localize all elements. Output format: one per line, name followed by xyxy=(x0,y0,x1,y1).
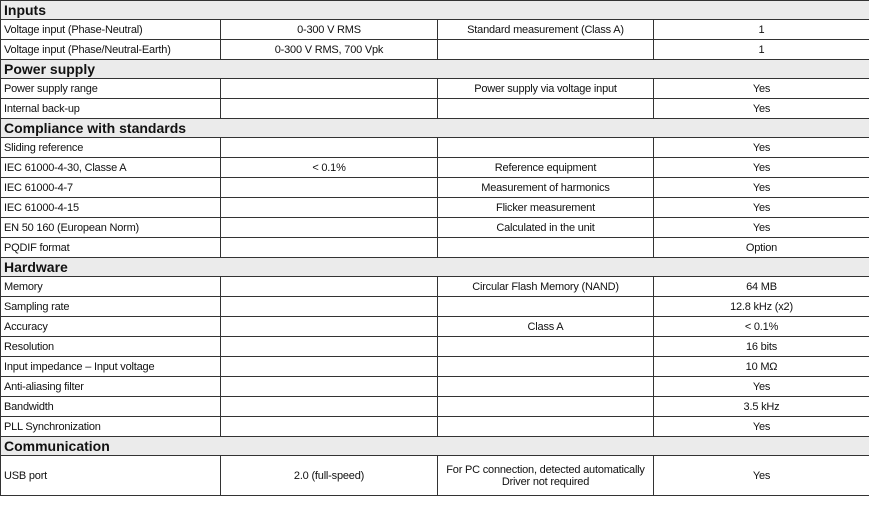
row-result: 64 MB xyxy=(654,277,869,297)
row-label: EN 50 160 (European Norm) xyxy=(1,218,221,238)
row-label: Anti-aliasing filter xyxy=(1,377,221,397)
row-note xyxy=(438,138,654,158)
row-result: 12.8 kHz (x2) xyxy=(654,297,869,317)
row-note xyxy=(438,337,654,357)
row-label: Sliding reference xyxy=(1,138,221,158)
row-value xyxy=(221,317,438,337)
table-row xyxy=(1,277,869,297)
table-row xyxy=(1,417,869,437)
row-label: IEC 61000-4-30, Classe A xyxy=(1,158,221,178)
table-row xyxy=(1,238,869,258)
table-row xyxy=(1,377,869,397)
section-header xyxy=(1,437,869,456)
section-title: Hardware xyxy=(1,258,869,277)
row-label: PQDIF format xyxy=(1,238,221,258)
row-result: Yes xyxy=(654,417,869,437)
row-value xyxy=(221,397,438,417)
row-value xyxy=(221,277,438,297)
table-row xyxy=(1,178,869,198)
row-result: 16 bits xyxy=(654,337,869,357)
section-title: Communication xyxy=(1,437,869,456)
row-note: Standard measurement (Class A) xyxy=(438,20,654,40)
row-result: Yes xyxy=(654,218,869,238)
row-result: Yes xyxy=(654,158,869,178)
section-header xyxy=(1,1,869,20)
row-note: Circular Flash Memory (NAND) xyxy=(438,277,654,297)
table-row xyxy=(1,456,869,496)
row-value xyxy=(221,377,438,397)
row-value xyxy=(221,297,438,317)
row-note xyxy=(438,238,654,258)
row-note xyxy=(438,40,654,60)
row-result: Yes xyxy=(654,138,869,158)
row-label: Bandwidth xyxy=(1,397,221,417)
row-result: Yes xyxy=(654,198,869,218)
row-note: Measurement of harmonics xyxy=(438,178,654,198)
row-value: 2.0 (full-speed) xyxy=(221,456,438,496)
row-note xyxy=(438,456,654,496)
row-note xyxy=(438,357,654,377)
row-result: Yes xyxy=(654,456,869,496)
table-row xyxy=(1,198,869,218)
row-note: Reference equipment xyxy=(438,158,654,178)
row-result: 3.5 kHz xyxy=(654,397,869,417)
table-row xyxy=(1,397,869,417)
table-row xyxy=(1,99,869,119)
row-value xyxy=(221,198,438,218)
row-result: Yes xyxy=(654,377,869,397)
table-row xyxy=(1,158,869,178)
row-value xyxy=(221,79,438,99)
table-row xyxy=(1,317,869,337)
row-value xyxy=(221,238,438,258)
row-label: Internal back-up xyxy=(1,99,221,119)
row-label: PLL Synchronization xyxy=(1,417,221,437)
row-label: Resolution xyxy=(1,337,221,357)
row-label: Accuracy xyxy=(1,317,221,337)
row-note: Flicker measurement xyxy=(438,198,654,218)
section-title: Power supply xyxy=(1,60,869,79)
row-label: Memory xyxy=(1,277,221,297)
row-label: Power supply range xyxy=(1,79,221,99)
row-label: Sampling rate xyxy=(1,297,221,317)
row-value: 0-300 V RMS, 700 Vpk xyxy=(221,40,438,60)
row-result: Yes xyxy=(654,178,869,198)
section-header xyxy=(1,119,869,138)
row-value xyxy=(221,218,438,238)
table-row xyxy=(1,357,869,377)
row-result: < 0.1% xyxy=(654,317,869,337)
row-note xyxy=(438,417,654,437)
row-label: Voltage input (Phase-Neutral) xyxy=(1,20,221,40)
row-label: IEC 61000-4-7 xyxy=(1,178,221,198)
row-result: Yes xyxy=(654,99,869,119)
row-note-line: For PC connection, detected automatically xyxy=(446,463,645,476)
row-label: Voltage input (Phase/Neutral-Earth) xyxy=(1,40,221,60)
row-result: 1 xyxy=(654,40,869,60)
spec-table-body xyxy=(1,1,869,496)
table-row xyxy=(1,337,869,357)
row-value xyxy=(221,357,438,377)
row-note: Calculated in the unit xyxy=(438,218,654,238)
row-label: USB port xyxy=(1,456,221,496)
row-result: Yes xyxy=(654,79,869,99)
table-row xyxy=(1,297,869,317)
row-result: 1 xyxy=(654,20,869,40)
section-title: Compliance with standards xyxy=(1,119,869,138)
row-label: IEC 61000-4-15 xyxy=(1,198,221,218)
row-value xyxy=(221,138,438,158)
table-row xyxy=(1,20,869,40)
row-value xyxy=(221,417,438,437)
section-header xyxy=(1,60,869,79)
row-value xyxy=(221,337,438,357)
row-value: < 0.1% xyxy=(221,158,438,178)
row-note xyxy=(438,377,654,397)
table-row xyxy=(1,79,869,99)
table-row xyxy=(1,40,869,60)
table-row xyxy=(1,138,869,158)
row-note: Class A xyxy=(438,317,654,337)
row-value: 0-300 V RMS xyxy=(221,20,438,40)
row-result: 10 MΩ xyxy=(654,357,869,377)
row-label: Input impedance – Input voltage xyxy=(1,357,221,377)
row-note xyxy=(438,297,654,317)
section-header xyxy=(1,258,869,277)
row-result: Option xyxy=(654,238,869,258)
row-note xyxy=(438,99,654,119)
table-row xyxy=(1,218,869,238)
row-value xyxy=(221,99,438,119)
row-note: Power supply via voltage input xyxy=(438,79,654,99)
section-title: Inputs xyxy=(1,1,869,20)
row-note xyxy=(438,397,654,417)
row-value xyxy=(221,178,438,198)
row-note-line: Driver not required xyxy=(501,475,590,488)
